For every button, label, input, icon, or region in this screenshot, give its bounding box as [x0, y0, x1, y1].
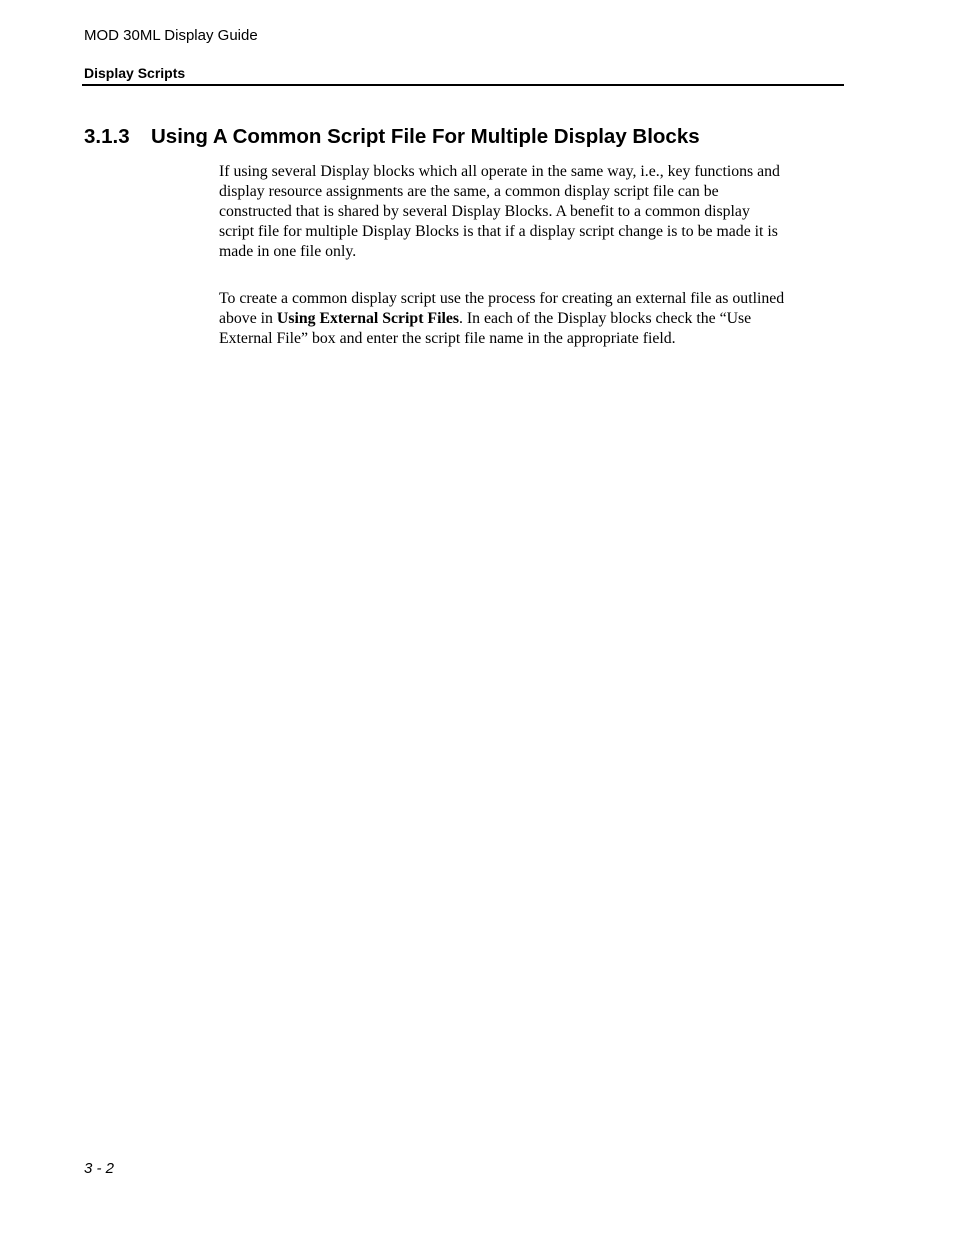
paragraph-line: constructed that is shared by several Display Blocks. A benefit to a common display [219, 203, 750, 220]
section-title: Using A Common Script File For Multiple Display Blocks [151, 125, 700, 148]
running-header-chapter-title: Display Scripts [84, 65, 186, 81]
body-paragraph-2 [219, 289, 844, 349]
paragraph-line: External File” box and enter the script file name in the appropriate field. [219, 330, 676, 347]
paragraph-line: If using several Display blocks which all operate in the same way, i.e., key functions and [219, 163, 780, 180]
section-heading [84, 124, 700, 150]
paragraph-line: made in one file only. [219, 243, 357, 260]
paragraph-line: display resource assignments are the same, a common display script file can be [219, 183, 719, 200]
section-number: 3.1.3 [84, 125, 130, 148]
paragraph-text: above in [219, 310, 277, 327]
paragraph-line: script file for multiple Display Blocks is that if a display script change is to be made it is [219, 223, 778, 240]
header-divider [82, 84, 844, 86]
cross-reference-bold: Using External Script Files [276, 310, 460, 327]
paragraph-text: . In each of the Display blocks check the “Use [459, 310, 752, 327]
body-paragraph-1 [219, 162, 844, 262]
paragraph-line: To create a common display script use the process for creating an external file as outlined [219, 290, 785, 307]
page-number: 3 - 2 [84, 1160, 115, 1177]
running-header-document-title: MOD 30ML Display Guide [84, 27, 258, 44]
paragraph-line [219, 309, 844, 329]
